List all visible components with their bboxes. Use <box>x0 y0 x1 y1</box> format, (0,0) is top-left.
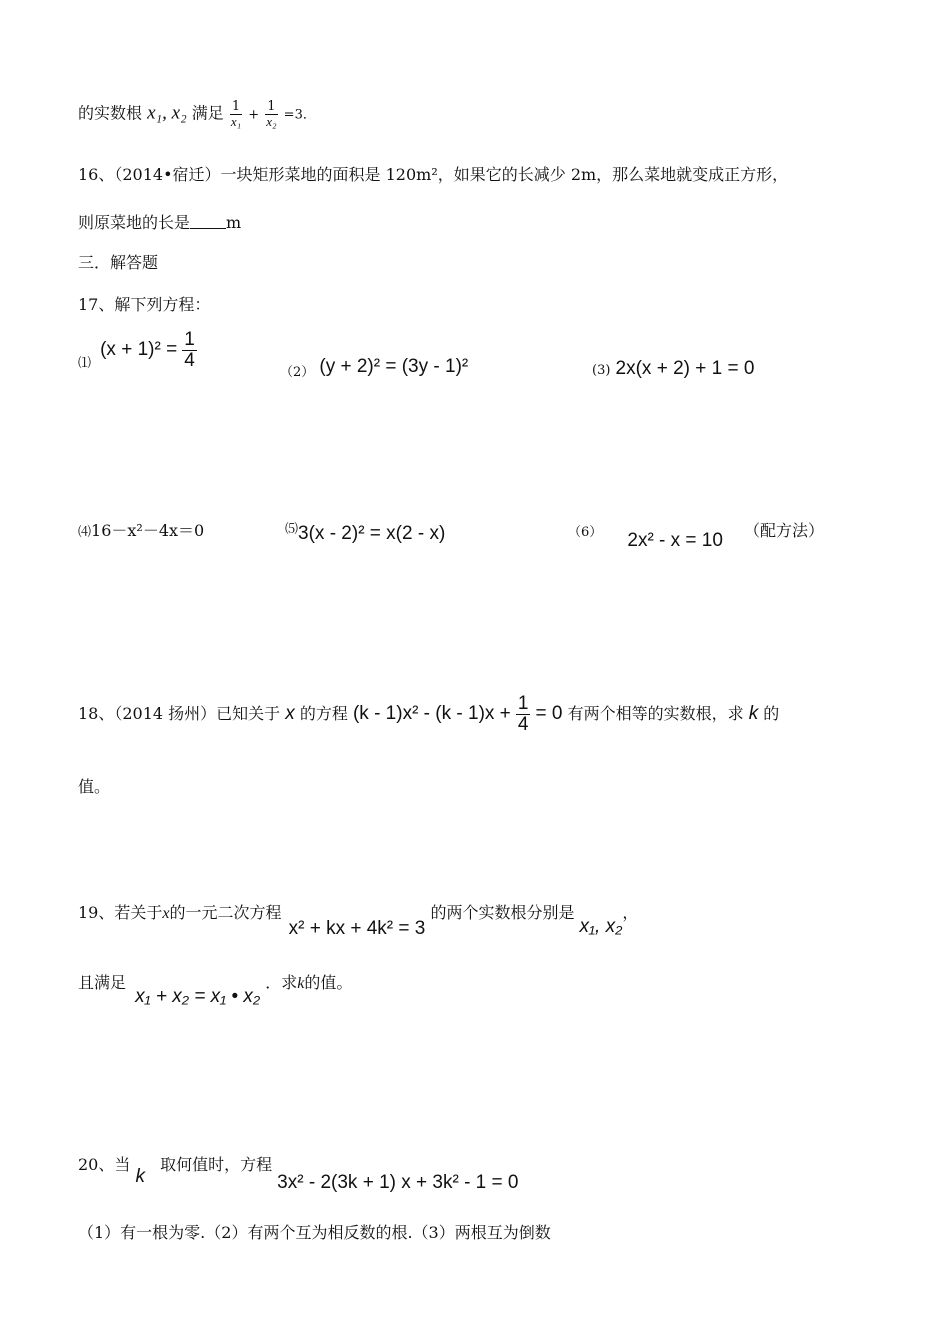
answer-blank <box>190 214 226 229</box>
question-19-line2 <box>78 970 353 1007</box>
equation: (y + 2)² = (3y - 1)² <box>319 356 469 377</box>
question-18-end: 的 <box>763 703 780 723</box>
problem-label: ⑸ <box>285 522 299 537</box>
variable-k: k <box>297 975 305 992</box>
equation: 3x² - 2(3k + 1) x + 3k² - 1 = 0 <box>277 1172 519 1193</box>
condition-equation: x₁ + x₂ = x₁ • x₂ <box>135 986 261 1007</box>
question-20-text: 取何值时，方程 <box>160 1155 273 1174</box>
equation: x² + kx + 4k² = 3 <box>288 918 426 939</box>
top-line-mid: 满足 <box>191 103 224 123</box>
question-16-line1: 16、（2014•宿迁）一块矩形菜地的面积是 120m²，如果它的长减少 2m，那么菜地就变成正方形， <box>78 165 789 184</box>
question-19-line1 <box>78 900 639 939</box>
fraction-1-over-4: $\frac{1}{4}$ <box>184 329 195 371</box>
question-17-title: 17、解下列方程： <box>78 295 211 314</box>
problem-label: （6） <box>568 525 603 540</box>
question-19-condition-prefix: 且满足 <box>78 973 127 992</box>
problem-label: ⑷ <box>78 525 92 540</box>
fraction-1-over-4: $\frac{1}{4}$ <box>517 693 529 735</box>
equation: 2x(x + 2) + 1 = 0 <box>615 358 755 379</box>
problem-label: (3) <box>592 363 611 378</box>
equation-right: = 0 <box>535 702 563 724</box>
question-20-line2: （1）有一根为零.（2）有两个互为相反数的根.（3）两根互为倒数 <box>78 1223 551 1242</box>
question-20-prefix: 20、当 <box>78 1155 131 1174</box>
top-line-result: =3． <box>283 107 316 123</box>
variable-k: k <box>748 702 759 724</box>
fraction-1-over-x1: $\frac{1}{\text{x₁}}$ <box>230 99 242 129</box>
plus-sign: + <box>248 107 260 123</box>
variable-k: k <box>135 1166 145 1187</box>
equation-left: (x + 1)² = <box>100 338 178 360</box>
question-19-mid: ．求 <box>265 973 298 992</box>
unit-m: m <box>226 213 242 232</box>
question-19-end: 的值。 <box>304 973 353 992</box>
question-18-line2: 值。 <box>78 777 111 796</box>
question-18-prefix: 18、（2014 扬州）已知关于 <box>78 703 281 723</box>
comma: ， <box>622 903 639 922</box>
question-18-text: 的方程 <box>299 703 348 723</box>
question-18-line1 <box>78 694 779 735</box>
problem-17-5 <box>285 518 445 545</box>
problem-17-2 <box>280 356 468 380</box>
question-19-prefix: 19、若关于 <box>78 903 163 922</box>
question-18-text-2: 有两个相等的实数根，求 <box>567 703 744 723</box>
problem-17-1 <box>78 330 197 371</box>
problem-label: ⑴ <box>78 355 92 371</box>
question-20-line1 <box>78 1152 519 1193</box>
equation-left: (k - 1)x² - (k - 1)x + <box>352 702 511 724</box>
top-line-prefix: 的实数根 <box>78 103 143 123</box>
equation: 16－x²－4x＝0 <box>91 521 205 540</box>
question-16-line2 <box>78 210 241 233</box>
fraction-1-over-x2: $\frac{1}{\text{x₂}}$ <box>266 99 277 129</box>
equation: 2x² - x = 10 <box>627 530 723 551</box>
variable-x: x <box>285 702 295 724</box>
question-19-text-2: 的两个实数根分别是 <box>430 903 575 922</box>
question-19-text: 的一元二次方程 <box>169 903 282 922</box>
roots-x1-x2: x₁, x₂ <box>579 916 623 937</box>
section-heading: 三．解答题 <box>78 253 159 272</box>
variable-x: x <box>162 905 170 922</box>
roots-x1-x2: x₁, x₂ <box>147 102 187 124</box>
equation: 3(x - 2)² = x(2 - x) <box>298 523 446 544</box>
problem-label: （2） <box>280 365 315 380</box>
top-line <box>78 100 316 128</box>
problem-17-4 <box>78 518 204 541</box>
problem-17-3 <box>592 358 754 380</box>
question-16-prompt: 则原菜地的长是 <box>78 213 191 232</box>
method-note: （配方法） <box>744 521 825 540</box>
problem-17-6 <box>568 518 825 551</box>
